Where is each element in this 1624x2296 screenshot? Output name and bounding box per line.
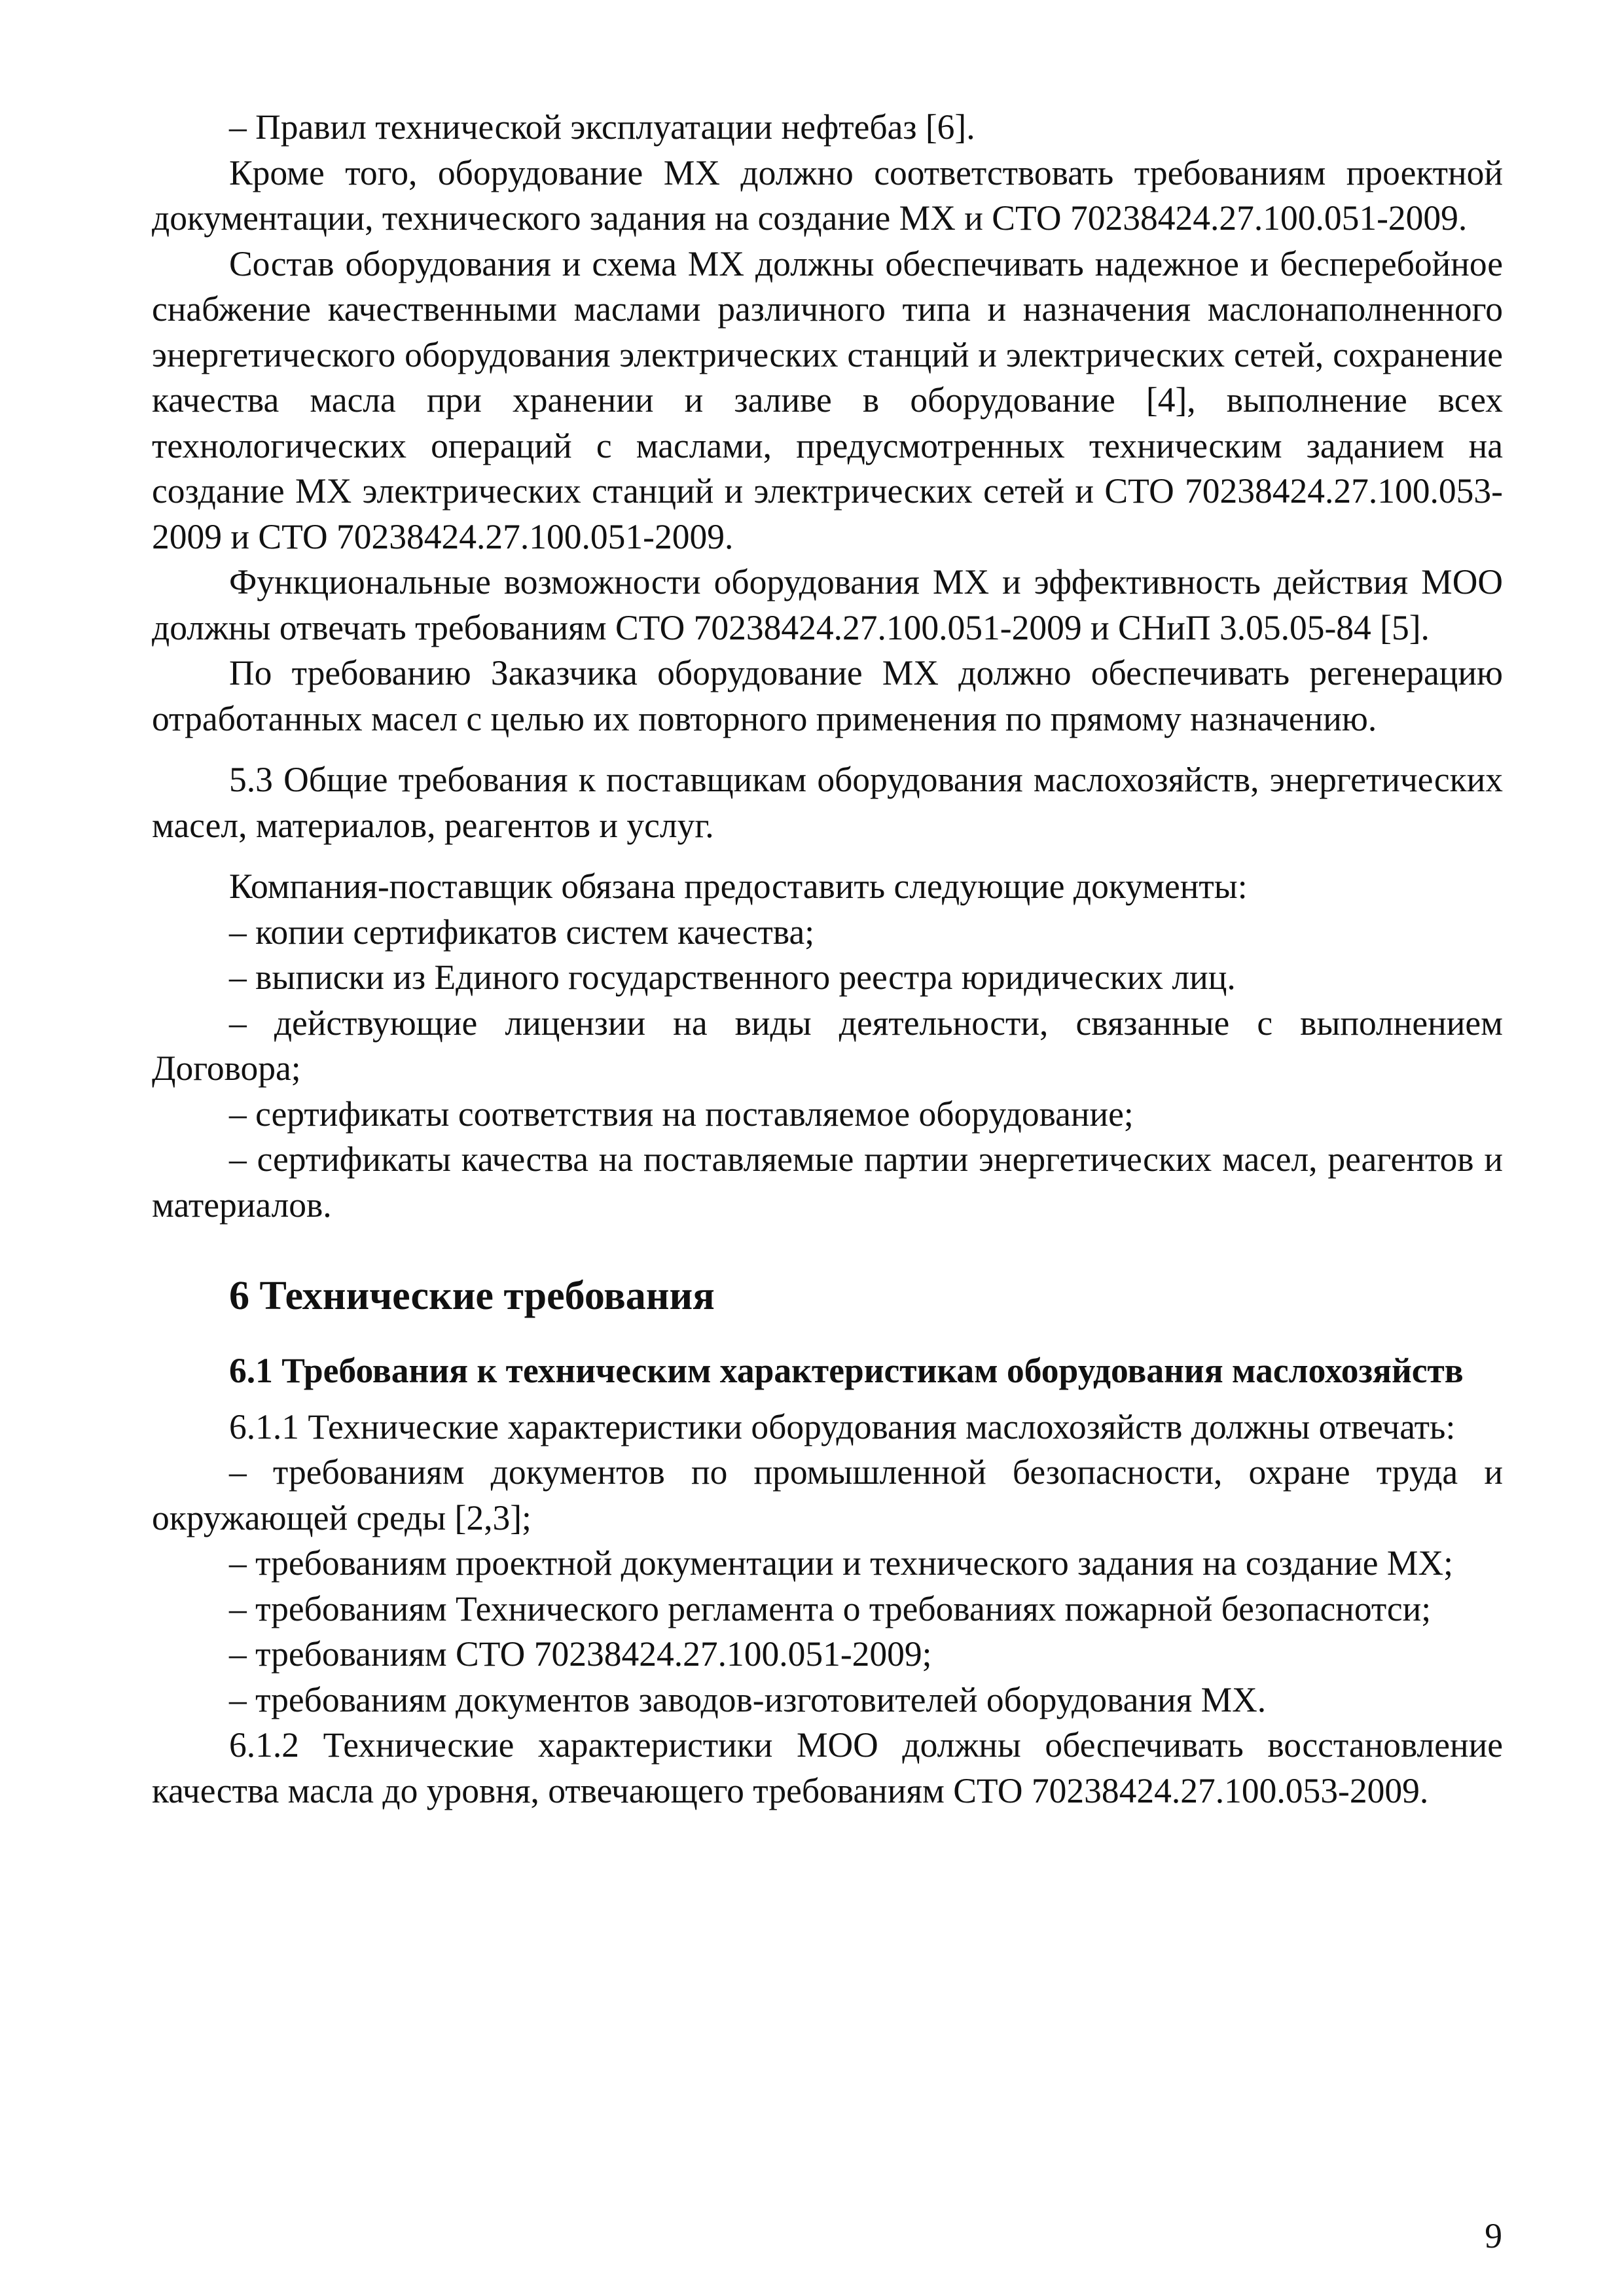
paragraph: Состав оборудования и схема МХ должны обеспечивать надежное и бесперебойное снабжение качественными маслами различного типа и назначения маслонаполненного энергетического оборудования электрических станций и электрических сетей, сохранение качества масла при хранении и заливе в оборудование [4], выполнение всех технологических операций с маслами, предусмотренных техническим заданием на создание МХ электрических станций и электрических сетей и СТО 70238424.27.100.053-2009 и СТО 70238424.27.100.051-2009. bbox=[152, 243, 1503, 556]
list-item: – требованиям Технического регламента о требованиях пожарной безопаснотси; bbox=[229, 1588, 1432, 1628]
list-item: – сертификаты соответствия на поставляемое оборудование; bbox=[229, 1094, 1134, 1134]
paragraph: 6.1.1 Технические характеристики оборудования маслохозяйств должны отвечать: bbox=[229, 1407, 1456, 1446]
paragraph: Функциональные возможности оборудования МХ и эффективность действия МОО должны отвечать требованиям СТО 70238424.27.100.051-2009 и СНиП 3.05.05-84 [5]. bbox=[152, 562, 1503, 647]
subsection-heading-6-1: 6.1 Требования к техническим характеристикам оборудования маслохозяйств bbox=[229, 1351, 1464, 1390]
document-page bbox=[152, 105, 1503, 1814]
list-item: – требованиям документов заводов-изготовителей оборудования МХ. bbox=[229, 1679, 1267, 1719]
list-item: – требованиям СТО 70238424.27.100.051-2009; bbox=[229, 1634, 932, 1674]
paragraph: 6.1.2 Технические характеристики МОО должны обеспечивать восстановление качества масла до уровня, отвечающего требованиям СТО 70238424.27.100.053-2009. bbox=[152, 1725, 1503, 1810]
page-number: 9 bbox=[1485, 2216, 1502, 2255]
list-item: – действующие лицензии на виды деятельности, связанные с выполнением Договора; bbox=[152, 1003, 1503, 1088]
paragraph: Кроме того, оборудование МХ должно соответствовать требованиям проектной документации, технического задания на создание МХ и СТО 70238424.27.100.051-2009. bbox=[152, 152, 1503, 238]
section-heading-6: 6 Технические требования bbox=[229, 1274, 715, 1318]
list-item: – выписки из Единого государственного реестра юридических лиц. bbox=[229, 958, 1236, 997]
paragraph: Компания-поставщик обязана предоставить следующие документы: bbox=[229, 867, 1248, 906]
list-item: – копии сертификатов систем качества; bbox=[229, 912, 815, 952]
list-item: – требованиям документов по промышленной безопасности, охране труда и окружающей среды [2,3]; bbox=[152, 1452, 1503, 1537]
section-heading-5-3: 5.3 Общие требования к поставщикам оборудования маслохозяйств, энергетических масел, материалов, реагентов и услуг. bbox=[152, 760, 1503, 845]
paragraph: По требованию Заказчика оборудование МХ должно обеспечивать регенерацию отработанных масел с целью их повторного применения по прямому назначению. bbox=[152, 653, 1503, 738]
list-item: – Правил технической эксплуатации нефтебаз [6]. bbox=[229, 107, 975, 147]
list-item: – сертификаты качества на поставляемые партии энергетических масел, реагентов и материалов. bbox=[152, 1139, 1503, 1225]
list-item: – требованиям проектной документации и технического задания на создание МХ; bbox=[229, 1543, 1453, 1583]
